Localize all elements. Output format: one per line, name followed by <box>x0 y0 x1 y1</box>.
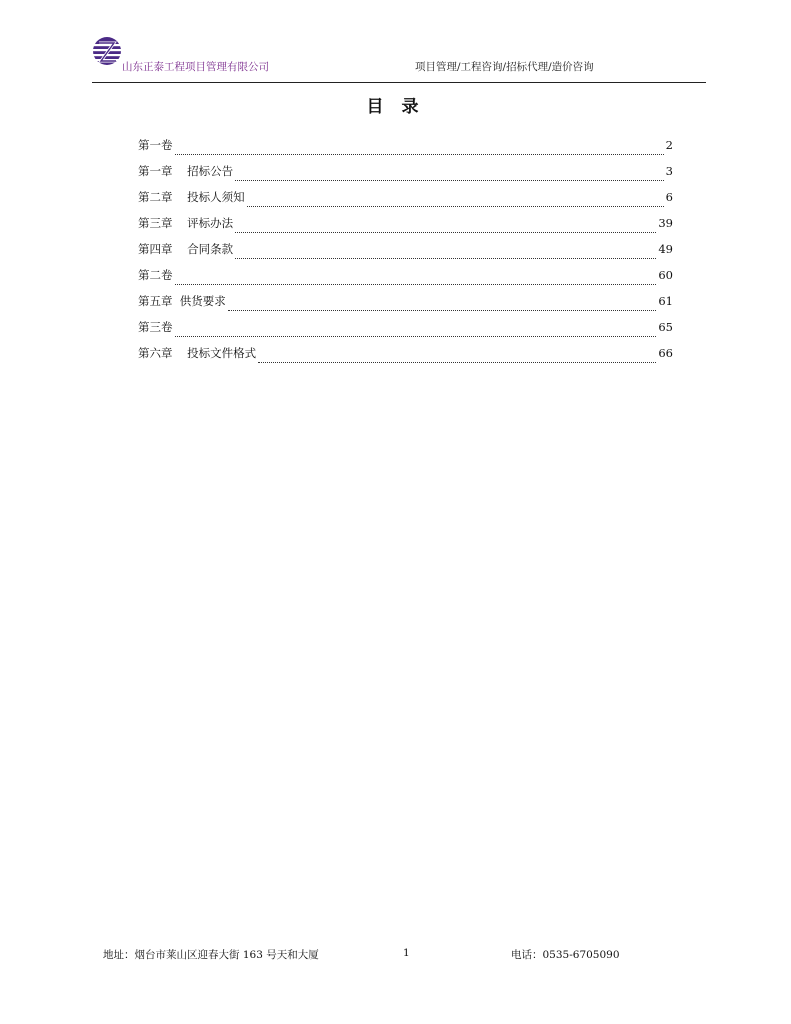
footer-address: 地址：烟台市莱山区迎春大街 163 号天和大厦 <box>103 949 319 961</box>
toc-leader-dots <box>235 258 656 259</box>
toc-entry[interactable] <box>138 239 673 265</box>
toc-entry-page: 39 <box>658 216 673 230</box>
toc-leader-dots <box>235 180 664 181</box>
toc-entry-page: 60 <box>658 268 673 282</box>
toc-entry-page: 66 <box>658 346 673 360</box>
toc-entry[interactable] <box>138 161 673 187</box>
toc-entry-label: 第四章 合同条款 <box>138 242 234 256</box>
toc-entry-label: 第三章 评标办法 <box>138 216 234 230</box>
company-services: 项目管理/工程咨询/招标代理/造价咨询 <box>415 61 594 73</box>
toc-entry-label: 第一章 招标公告 <box>138 164 234 178</box>
page-header <box>92 36 706 83</box>
toc-leader-dots <box>258 362 656 363</box>
footer-page-number: 1 <box>403 947 410 959</box>
toc-entry[interactable] <box>138 265 673 291</box>
toc-entry[interactable] <box>138 317 673 343</box>
toc-leader-dots <box>247 206 664 207</box>
toc-entry[interactable] <box>138 291 673 317</box>
toc-title: 目 录 <box>366 97 425 117</box>
toc-entry-page: 65 <box>658 320 673 334</box>
toc-entry-page: 3 <box>665 164 673 178</box>
toc-entry-label: 第三卷 <box>138 320 173 334</box>
toc-leader-dots <box>175 336 657 337</box>
toc-leader-dots <box>235 232 656 233</box>
toc-entry-label: 第五章 供货要求 <box>138 294 226 308</box>
toc-leader-dots <box>228 310 657 311</box>
toc-entry-page: 49 <box>658 242 673 256</box>
toc-entry-label: 第二卷 <box>138 268 173 282</box>
toc-entry-label: 第六章 投标文件格式 <box>138 346 257 360</box>
toc-leader-dots <box>175 284 657 285</box>
footer-phone: 电话：0535-6705090 <box>511 949 620 961</box>
toc-entry-page: 61 <box>658 294 673 308</box>
toc-entry[interactable] <box>138 135 673 161</box>
toc-entry[interactable] <box>138 213 673 239</box>
toc-entry[interactable] <box>138 343 673 369</box>
toc-entry-label: 第一卷 <box>138 138 173 152</box>
table-of-contents <box>138 135 673 369</box>
toc-leader-dots <box>175 154 664 155</box>
company-logo-icon <box>92 36 122 66</box>
toc-entry-label: 第二章 投标人须知 <box>138 190 245 204</box>
company-name: 山东正泰工程项目管理有限公司 <box>122 61 269 73</box>
toc-entry-page: 6 <box>665 190 673 204</box>
toc-entry-page: 2 <box>665 138 673 152</box>
toc-entry[interactable] <box>138 187 673 213</box>
